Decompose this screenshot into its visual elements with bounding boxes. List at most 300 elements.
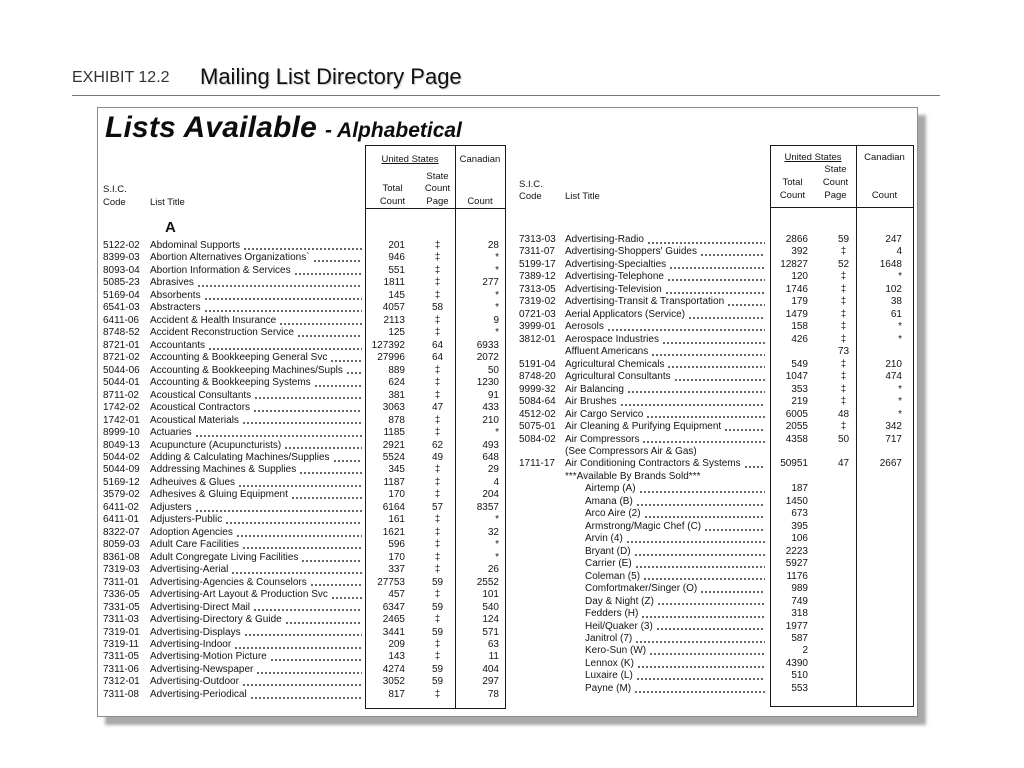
list-title-cell — [150, 676, 362, 688]
canadian-count: 78 — [487, 688, 499, 700]
sic-code: 6411-02 — [103, 501, 139, 513]
list-title: Acoustical Contractors — [150, 402, 251, 414]
list-title-cell — [150, 390, 362, 402]
canadian-count: 247 — [885, 234, 902, 245]
sic-code: 7319-11 — [103, 639, 139, 650]
list-title: Adding & Calculating Machines/Supplies — [150, 451, 330, 463]
canadian-count — [856, 633, 913, 645]
list-title: Day & Night (Z) — [585, 595, 654, 607]
list-title: Aerospace Industries — [565, 333, 659, 345]
left-canadian-count-header: Count — [467, 196, 493, 207]
list-title-cell — [565, 496, 765, 508]
sic-code: 7313-05 — [519, 283, 556, 295]
sic-code — [519, 621, 565, 633]
list-title-cell — [565, 334, 765, 346]
leader-dots — [330, 352, 362, 364]
list-title-cell — [565, 409, 765, 421]
list-title: Coleman (5) — [585, 570, 641, 582]
list-row — [103, 365, 505, 377]
state-count-page: 64 — [431, 339, 444, 351]
total-count: 2223 — [785, 545, 808, 557]
state-count-page: ‡ — [434, 551, 441, 563]
leader-dots — [627, 384, 765, 396]
canadian-count: 101 — [482, 589, 499, 601]
canadian-count: 2072 — [476, 352, 499, 364]
leader-dots — [297, 327, 362, 339]
list-title-cell — [150, 651, 362, 663]
total-count: 187 — [791, 483, 808, 495]
list-row — [103, 240, 505, 252]
list-title-cell — [565, 633, 765, 645]
list-row — [103, 340, 505, 352]
list-title-cell — [150, 377, 362, 389]
list-title-cell — [150, 589, 362, 601]
list-row — [103, 552, 505, 564]
list-title: Advertising-Directory & Guide — [150, 614, 282, 626]
state-count-page: ‡ — [434, 289, 441, 301]
total-count: 318 — [791, 608, 808, 620]
list-title: Advertising-Television — [565, 283, 662, 295]
canadian-count: 50 — [487, 364, 499, 376]
leader-dots — [197, 277, 362, 289]
left-list-title-header: List Title — [150, 197, 185, 208]
state-count-page: 59 — [431, 626, 444, 638]
list-title-cell — [565, 645, 765, 657]
total-count: 2 — [802, 645, 808, 657]
list-title-cell — [150, 602, 362, 614]
list-row — [103, 502, 505, 514]
sic-code: 7319-02 — [519, 296, 556, 308]
state-count-page: ‡ — [434, 489, 441, 501]
state-count-page — [815, 596, 856, 608]
list-title: Abrasives — [150, 277, 194, 289]
state-count-page: ‡ — [434, 427, 441, 439]
canadian-count — [856, 608, 913, 620]
list-title-cell — [565, 271, 765, 283]
state-count-page: ‡ — [434, 364, 441, 376]
leader-dots — [674, 371, 765, 383]
list-title-cell — [150, 365, 362, 377]
sic-code — [519, 583, 565, 595]
sic-code — [519, 346, 565, 358]
heading-sub: - Alphabetical — [324, 119, 462, 142]
canadian-count — [856, 496, 913, 508]
total-count: 27996 — [377, 352, 405, 364]
total-count: 345 — [388, 464, 405, 476]
list-title: Advertising-Newspaper — [150, 663, 254, 675]
list-title: Acoustical Materials — [150, 414, 239, 426]
list-title-cell — [150, 452, 362, 464]
total-count: 158 — [791, 321, 808, 333]
list-title-cell — [565, 296, 765, 308]
canadian-count: 61 — [890, 308, 902, 320]
left-united-states-header: United States — [381, 154, 439, 165]
canadian-count: 648 — [482, 451, 499, 463]
sic-code: 7311-06 — [103, 663, 139, 675]
total-count: 145 — [388, 289, 405, 301]
total-count: 6347 — [382, 601, 405, 613]
canadian-count: 32 — [487, 526, 499, 538]
leader-dots — [649, 645, 765, 657]
list-title-cell — [565, 508, 765, 520]
total-count: 219 — [791, 396, 808, 408]
leader-dots — [234, 639, 362, 651]
list-title: Aerosols — [565, 321, 604, 333]
canadian-count: 210 — [482, 414, 499, 426]
sic-code: 5169-12 — [103, 476, 140, 488]
sic-code — [519, 446, 565, 458]
list-row — [519, 296, 913, 308]
leader-dots — [254, 390, 362, 402]
list-title: Adhesives & Gluing Equipment — [150, 489, 288, 501]
canadian-count: * — [495, 327, 499, 339]
leader-dots — [243, 240, 362, 252]
list-title: Abortion Information & Services — [150, 264, 291, 276]
list-row — [103, 489, 505, 501]
state-count-page: ‡ — [434, 651, 441, 663]
state-count-page: ‡ — [434, 639, 441, 650]
canadian-count: 4 — [493, 476, 499, 488]
list-title: Acupuncture (Acupuncturists) — [150, 439, 282, 451]
state-count-page: ‡ — [840, 271, 847, 283]
total-count: 1811 — [383, 277, 405, 289]
total-count: 3441 — [382, 626, 405, 638]
list-title: Acoustical Consultants — [150, 389, 252, 401]
state-count-page: 49 — [431, 451, 444, 463]
list-title-cell — [150, 477, 362, 489]
canadian-count: * — [495, 427, 499, 439]
list-title: Air Balancing — [565, 383, 624, 395]
list-row — [103, 689, 505, 701]
state-count-page: ‡ — [434, 564, 441, 576]
list-title-cell — [565, 471, 765, 483]
leader-dots — [635, 558, 765, 570]
canadian-count — [856, 533, 913, 545]
left-listing — [103, 240, 505, 701]
list-title-cell — [565, 259, 765, 271]
leader-dots — [662, 334, 765, 346]
brand-row — [519, 533, 913, 545]
list-row — [103, 265, 505, 277]
list-row — [103, 527, 505, 539]
leader-dots — [667, 271, 765, 283]
list-row — [519, 284, 913, 296]
brand-row — [519, 496, 913, 508]
list-row — [519, 246, 913, 258]
state-count-page: ‡ — [434, 377, 441, 389]
brand-row — [519, 633, 913, 645]
state-count-page: ‡ — [434, 614, 441, 626]
total-count: 1746 — [785, 283, 808, 295]
state-count-page: 62 — [431, 439, 444, 451]
sic-code: 1742-01 — [103, 414, 140, 426]
total-count: 2465 — [382, 614, 405, 626]
leader-dots — [314, 377, 362, 389]
state-count-page — [815, 571, 856, 583]
sic-code: 4512-02 — [519, 408, 556, 420]
sic-code: 5199-17 — [519, 258, 556, 270]
canadian-count: * — [898, 396, 902, 408]
note-row — [519, 471, 913, 483]
leader-dots — [204, 290, 362, 302]
state-count-page — [815, 633, 856, 645]
leader-dots — [646, 409, 765, 421]
total-count: 27753 — [377, 576, 405, 588]
leader-dots — [284, 440, 362, 452]
total-count: 127392 — [371, 339, 405, 351]
canadian-count: * — [495, 302, 499, 314]
left-page-header: Page — [426, 196, 449, 207]
list-title: Bryant (D) — [585, 545, 631, 557]
brand-row — [519, 608, 913, 620]
right-list-title-header: List Title — [565, 191, 600, 202]
list-row — [103, 352, 505, 364]
canadian-count — [856, 658, 913, 670]
list-title-cell — [150, 265, 362, 277]
state-count-page: 59 — [431, 601, 444, 613]
list-row — [519, 421, 913, 433]
canadian-count — [856, 346, 913, 358]
canadian-count — [856, 546, 913, 558]
leader-dots — [641, 608, 765, 620]
canadian-count — [856, 645, 913, 657]
list-title: Heil/Quaker (3) — [585, 620, 653, 632]
list-title: Air Compressors — [565, 433, 640, 445]
list-title-cell — [565, 309, 765, 321]
leader-dots — [250, 689, 362, 701]
sic-code: 8322-07 — [103, 526, 140, 538]
leader-dots — [644, 508, 765, 520]
leader-dots — [669, 259, 765, 271]
list-title-cell — [565, 558, 765, 570]
brand-row — [519, 483, 913, 495]
total-count: 749 — [791, 595, 808, 607]
total-count: 1621 — [382, 526, 405, 538]
list-title-cell — [150, 440, 362, 452]
left-canadian-header: Canadian — [459, 154, 501, 165]
sic-code: 5075-01 — [519, 421, 556, 433]
list-title-cell — [565, 346, 765, 358]
sic-code: 7312-01 — [103, 676, 140, 688]
state-count-page: 59 — [431, 576, 444, 588]
total-count: 12827 — [780, 258, 808, 270]
canadian-count — [856, 508, 913, 520]
state-count-page — [815, 546, 856, 558]
total-count: 2055 — [785, 421, 808, 433]
total-count: 510 — [791, 670, 808, 682]
total-count: 353 — [791, 383, 808, 395]
list-title: Lennox (K) — [585, 657, 634, 669]
list-title: Adjusters-Public — [150, 514, 223, 526]
total-count: 4390 — [785, 657, 808, 669]
sic-code: 5084-64 — [519, 396, 556, 408]
canadian-count: * — [898, 408, 902, 420]
state-count-page — [815, 496, 856, 508]
list-title: Accounting & Bookkeeping Systems — [150, 377, 311, 389]
total-count: 161 — [388, 514, 405, 526]
total-count: 1450 — [785, 495, 808, 507]
total-count: 179 — [791, 296, 808, 308]
list-title-cell — [565, 396, 765, 408]
total-count: 2921 — [382, 439, 405, 451]
sic-code: 3812-01 — [519, 333, 556, 345]
canadian-count — [856, 596, 913, 608]
sic-code: 8999-10 — [103, 427, 140, 439]
exhibit-label: EXHIBIT 12.2 — [72, 69, 170, 86]
canadian-count — [856, 683, 913, 695]
total-count: 170 — [388, 551, 405, 563]
right-total-count-header: Count — [779, 190, 806, 201]
list-title-cell — [565, 621, 765, 633]
directory-page-scan — [97, 107, 918, 717]
list-title-cell — [565, 446, 765, 458]
list-title: Accounting & Bookkeeping General Svc — [150, 352, 328, 364]
list-title: Abdominal Supports — [150, 240, 241, 251]
leader-dots — [238, 477, 362, 489]
state-count-page: ‡ — [434, 314, 441, 326]
canadian-count: * — [898, 383, 902, 395]
sic-code: 8721-01 — [103, 339, 140, 351]
canadian-count: 342 — [885, 421, 902, 433]
total-count: 120 — [791, 271, 808, 283]
sic-code: 6411-01 — [103, 514, 139, 526]
total-count: 381 — [388, 389, 405, 401]
list-title-cell — [565, 546, 765, 558]
list-row — [103, 639, 505, 651]
leader-dots — [639, 483, 765, 495]
list-row — [103, 377, 505, 389]
leader-dots — [225, 514, 362, 526]
state-count-page — [815, 483, 856, 495]
leader-dots — [208, 340, 362, 352]
list-title-cell — [565, 608, 765, 620]
list-row — [103, 539, 505, 551]
list-title-cell — [150, 340, 362, 352]
canadian-count: 433 — [482, 402, 499, 414]
brand-row — [519, 658, 913, 670]
brand-row — [519, 670, 913, 682]
leader-dots — [333, 452, 362, 464]
list-row — [103, 390, 505, 402]
total-count: 5927 — [785, 558, 808, 570]
canadian-count: * — [495, 252, 499, 264]
brand-row — [519, 558, 913, 570]
canadian-count: 8357 — [476, 501, 499, 513]
list-row — [103, 676, 505, 688]
total-count: 209 — [388, 639, 405, 650]
list-title-cell — [150, 327, 362, 339]
list-title-cell — [565, 458, 765, 470]
list-title: Fedders (H) — [585, 608, 639, 620]
sic-code: 7311-05 — [103, 651, 139, 663]
total-count: 1479 — [785, 308, 808, 320]
leader-dots — [285, 614, 362, 626]
right-canadian-count-header: Count — [871, 190, 898, 201]
total-count: 170 — [388, 489, 405, 501]
state-count-page: ‡ — [840, 283, 847, 295]
list-row — [103, 277, 505, 289]
total-count: 1977 — [785, 620, 808, 632]
leader-dots — [236, 527, 362, 539]
state-count-page: ‡ — [434, 514, 441, 526]
list-row — [519, 458, 913, 470]
sic-code: 5085-23 — [103, 277, 140, 289]
brand-row — [519, 546, 913, 558]
leader-dots — [634, 546, 765, 558]
list-title: Accountants — [150, 339, 206, 351]
leader-dots — [651, 346, 765, 358]
state-count-page: ‡ — [434, 252, 441, 264]
list-row — [103, 664, 505, 676]
canadian-count — [856, 571, 913, 583]
list-row — [103, 589, 505, 601]
leader-dots — [727, 296, 765, 308]
sic-code: 5122-02 — [103, 240, 140, 251]
left-sic-header: S.I.C. — [103, 184, 127, 195]
canadian-count: 29 — [487, 464, 499, 476]
list-row — [103, 614, 505, 626]
total-count: 50951 — [780, 458, 808, 470]
right-total-header: Total — [782, 177, 803, 188]
list-title-cell — [150, 564, 362, 576]
state-count-page: ‡ — [840, 321, 847, 333]
canadian-count — [856, 521, 913, 533]
leader-dots — [620, 396, 765, 408]
list-row — [519, 259, 913, 271]
list-title: Air Brushes — [565, 396, 617, 408]
list-title: Advertising-Agencies & Counselors — [150, 576, 307, 588]
leader-dots — [688, 309, 765, 321]
list-row — [519, 234, 913, 246]
state-count-page: 73 — [837, 346, 850, 358]
total-count: 392 — [791, 246, 808, 258]
state-count-page: ‡ — [434, 476, 441, 488]
canadian-count: 2667 — [879, 458, 902, 470]
state-count-page: ‡ — [434, 414, 441, 426]
list-title: Air Conditioning Contractors & Systems — [565, 458, 741, 470]
heading-main: Lists Available — [105, 111, 317, 144]
canadian-count: 474 — [885, 371, 902, 383]
list-title: Air Cleaning & Purifying Equipment — [565, 421, 722, 433]
state-count-page: 59 — [431, 676, 444, 688]
canadian-count — [856, 583, 913, 595]
list-title: Accident & Health Insurance — [150, 314, 277, 326]
list-title-cell — [565, 284, 765, 296]
leader-dots — [242, 539, 362, 551]
leader-dots — [642, 434, 765, 446]
canadian-count: 63 — [487, 639, 499, 650]
list-title-cell — [150, 639, 362, 651]
note-row — [519, 446, 913, 458]
list-title: Aerial Applicators (Service) — [565, 308, 686, 320]
total-count: 596 — [388, 539, 405, 551]
list-row — [519, 371, 913, 383]
state-count-page — [815, 508, 856, 520]
canadian-count: 38 — [890, 296, 902, 308]
sic-code — [519, 483, 565, 495]
sic-code: 6411-06 — [103, 314, 139, 326]
left-state-header: State — [426, 171, 449, 182]
list-row — [103, 327, 505, 339]
list-title: Addressing Machines & Supplies — [150, 464, 297, 476]
leader-dots — [724, 421, 765, 433]
list-title: Accounting & Bookkeeping Machines/Supls — [150, 364, 343, 376]
list-title: ***Available By Brands Sold*** — [565, 470, 701, 482]
list-title: Kero-Sun (W) — [585, 645, 647, 657]
right-page-header: Page — [824, 190, 847, 201]
total-count — [770, 446, 815, 458]
sic-code: 7336-05 — [103, 589, 140, 601]
